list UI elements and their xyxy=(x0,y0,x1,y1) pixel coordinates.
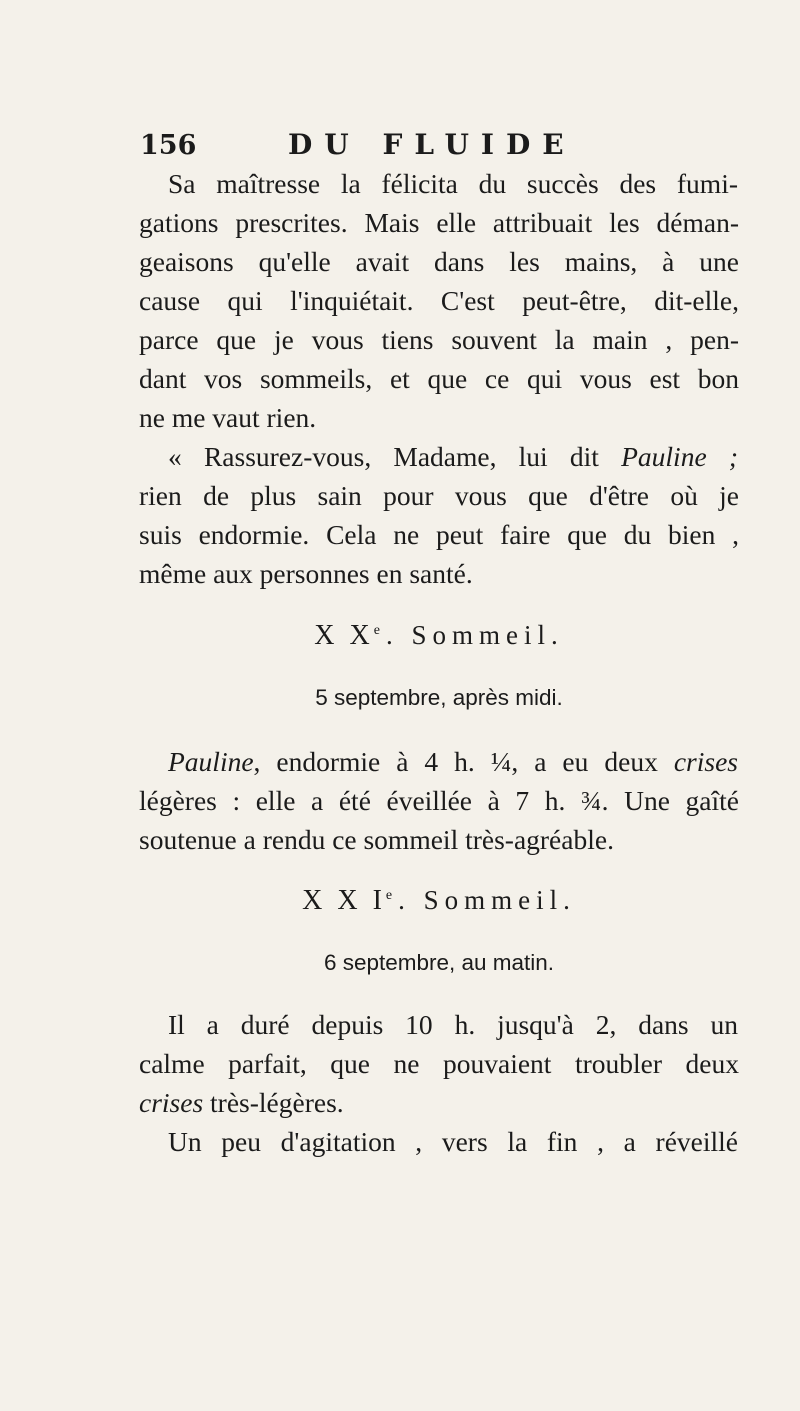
text-span: « Rassurez-vous, Madame, lui dit xyxy=(168,441,622,472)
text-line: ne me vaut rien. xyxy=(139,402,317,433)
text-line: rien de plus sain pour vous que d'être où je xyxy=(139,480,739,511)
section-date: 6 septembre, au matin. xyxy=(323,950,555,975)
text-line: cause qui l'inquiétait. C'est peut-être, dit-elle, xyxy=(139,285,739,316)
text-line xyxy=(168,437,738,476)
text-line: suis endormie. Cela ne peut faire que du bien , xyxy=(139,519,739,550)
text-line: Un peu d'agitation , vers la fin , a réveillé xyxy=(168,1126,738,1157)
text-line: Il a duré depuis 10 h. jusqu'à 2, dans un xyxy=(168,1009,738,1040)
text-line: Sa maîtresse la félicita du succès des fumi- xyxy=(168,168,738,199)
text-line: gations prescrites. Mais elle attribuait les déman- xyxy=(139,207,739,238)
word-crises: crises xyxy=(139,1087,204,1118)
section-heading-21 xyxy=(139,885,739,917)
text-line: calme parfait, que ne pouvaient troubler deux xyxy=(139,1048,739,1079)
text-line xyxy=(139,1083,739,1122)
section-sup: e xyxy=(373,623,386,638)
page-number: 156 xyxy=(140,130,197,161)
name-pauline: Pauline xyxy=(168,746,254,777)
text-span: , endormie à 4 h. ¼, a eu deux xyxy=(253,746,674,777)
text-line: même aux personnes en santé. xyxy=(139,558,473,589)
section-number: X X xyxy=(314,620,374,651)
text-line: geaisons qu'elle avait dans les mains, à une xyxy=(139,246,739,277)
word-crises: crises xyxy=(673,746,738,777)
text-line: légères : elle a été éveillée à 7 h. ¾. Une gaîté xyxy=(139,785,739,816)
text-line xyxy=(168,742,738,781)
running-title: DU FLUIDE xyxy=(288,128,576,161)
name-pauline: Pauline ; xyxy=(621,441,738,472)
section-title: . Sommeil. xyxy=(398,885,576,915)
section-date: 5 septembre, après midi. xyxy=(315,685,563,710)
section-title: . Sommeil. xyxy=(385,620,564,650)
section-sup: e xyxy=(385,888,399,903)
section-heading-20 xyxy=(139,620,739,652)
text-span: très-légères. xyxy=(203,1087,344,1118)
text-line: soutenue a rendu ce sommeil très-agréable. xyxy=(139,824,614,855)
text-line: dant vos sommeils, et que ce qui vous est bon xyxy=(139,363,739,394)
section-number: X X I xyxy=(302,885,386,916)
text-line: parce que je vous tiens souvent la main , pen- xyxy=(139,324,739,355)
